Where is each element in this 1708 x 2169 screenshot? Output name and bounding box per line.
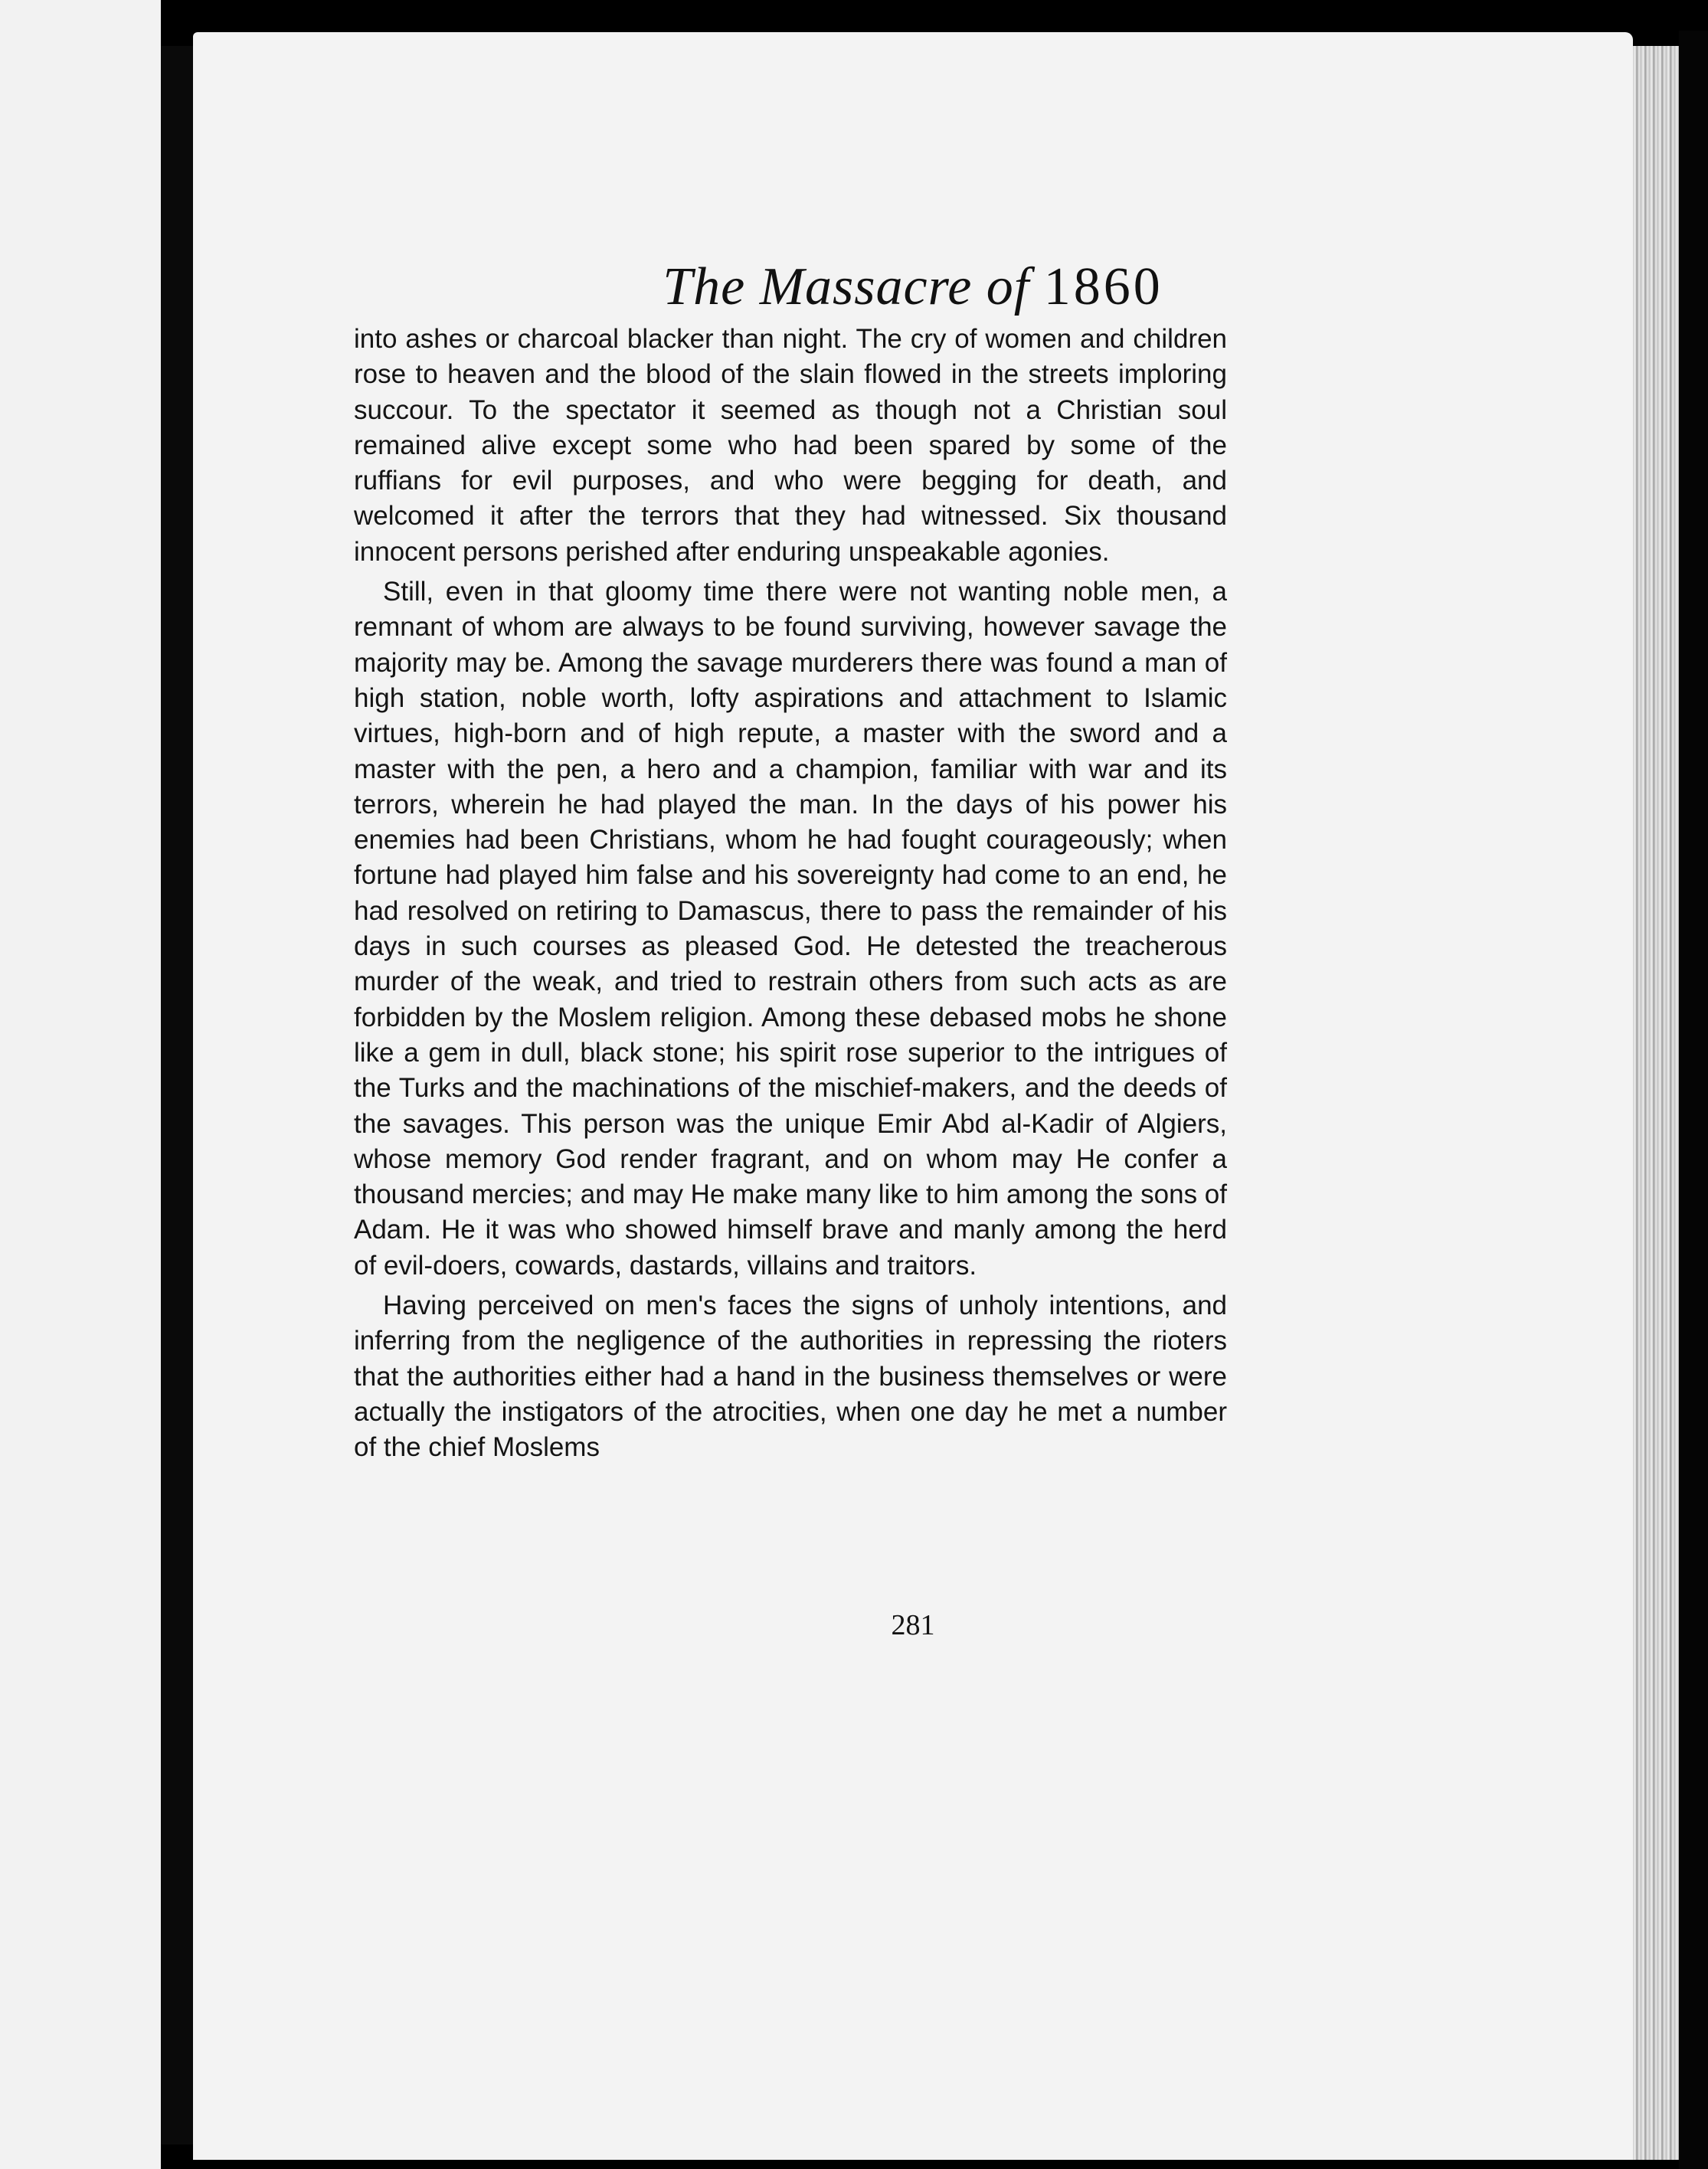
facing-page-edge bbox=[0, 0, 161, 2169]
page-edges bbox=[1633, 46, 1679, 2160]
running-head-year: 1860 bbox=[1043, 257, 1163, 316]
running-head bbox=[193, 257, 1633, 318]
paragraph: into ashes or charcoal blacker than night. The cry of women and children rose to heaven and the blood of the slain flowed in the streets imploring succour. To the spectator it seemed as though not a Christian soul remained alive except some who had been spared by some of the ruffians for evil purposes, and who were begging for death, and welcomed it after the terrors that they had witnessed. Six thousand innocent persons perished after enduring unspeakable agonies. bbox=[354, 324, 1227, 567]
running-head-title: The Massacre of bbox=[663, 257, 1030, 316]
paragraph: Having perceived on men's faces the signs of unholy intentions, and inferring from the negligence of the authorities in repressing the rioters that the authorities either had a hand in the business themselves or were actually the instigators of the atrocities, when one day he met a number of the chief Moslems bbox=[354, 1291, 1227, 1463]
paragraph: Still, even in that gloomy time there were not wanting noble men, a remnant of whom are always to be found surviving, however savage the majority may be. Among the savage murderers there was found a man of high station, noble worth, lofty aspirations and attachment to Islamic virtues, high-born and of high repute, a master with the sword and a master with the pen, a hero and a champion, familiar with war and its terrors, wherein he had played the man. In the days of his power his enemies had been Christians, whom he had fought courageously; when fortune had played him false and his sovereignty had come to an end, he had resolved on retiring to Damascus, there to pass the remainder of his days in such courses as pleased God. He detested the treacherous murder of the weak, and tried to restrain others from such acts as are forbidden by the Moslem religion. Among these debased mobs he shone like a gem in dull, black stone; his spirit rose superior to the intrigues of the Turks and the machinations of the mischief-makers, and the deeds of the savages. This person was the unique Emir Abd al-Kadir of Algiers, whose memory God render fragrant, and on whom may He confer a thousand mercies; and may He make many like to him among the sons of Adam. He it was who showed himself brave and manly among the herd of evil-doers, cowards, dastards, villains and traitors. bbox=[354, 577, 1227, 1281]
book-binding-shadow bbox=[161, 46, 193, 2144]
scan-border bbox=[1679, 31, 1708, 2169]
body-text bbox=[354, 322, 1227, 1466]
page-number: 281 bbox=[891, 1609, 935, 1641]
